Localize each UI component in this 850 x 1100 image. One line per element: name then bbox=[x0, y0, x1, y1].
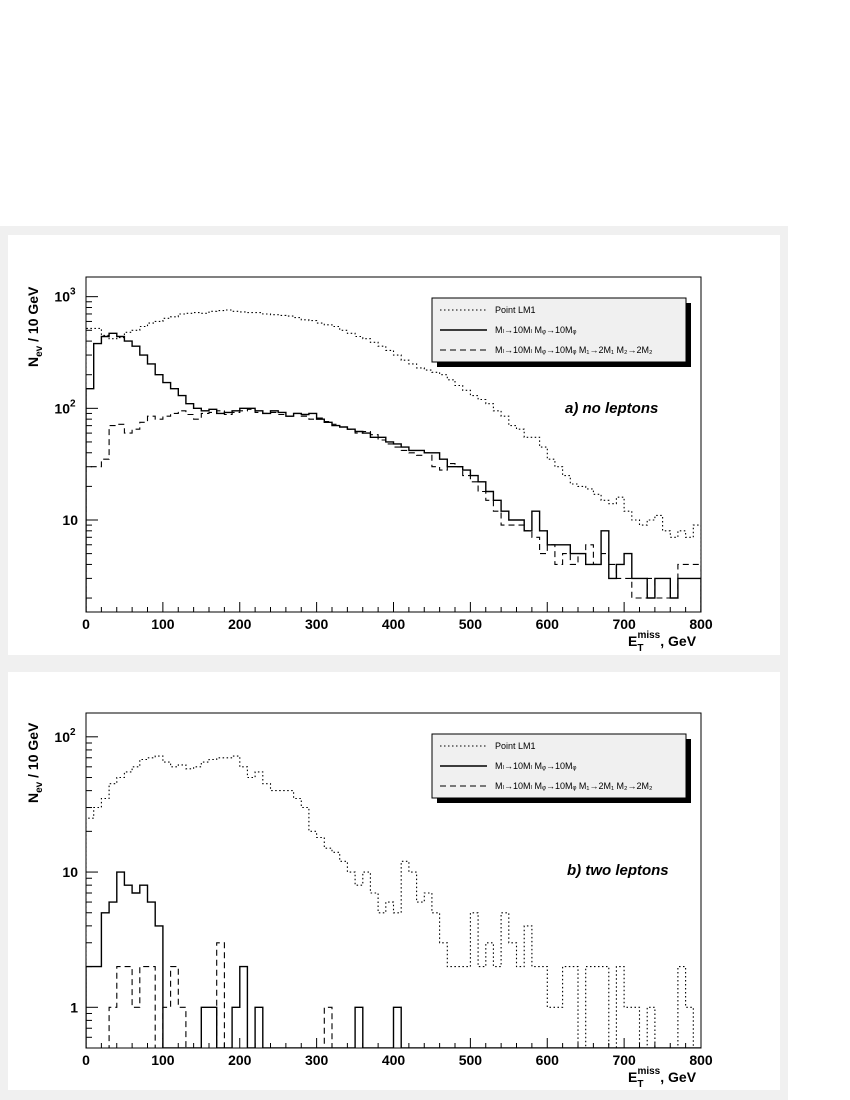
x-tick-label: 0 bbox=[82, 1052, 90, 1068]
x-tick-label: 800 bbox=[689, 616, 713, 632]
y-tick-label: 10 bbox=[62, 864, 78, 881]
x-tick-label: 600 bbox=[535, 1052, 559, 1068]
legend-entry-label: Mₗ→10Mₗ Mᵩ→10Mᵩ bbox=[495, 325, 577, 335]
x-tick-label: 100 bbox=[151, 1052, 175, 1068]
x-tick-label: 700 bbox=[612, 1052, 636, 1068]
x-axis-label: $E_Tmiss$, GeV bbox=[628, 630, 697, 654]
x-tick-label: 100 bbox=[151, 616, 175, 632]
x-tick-label: 300 bbox=[304, 616, 329, 632]
x-axis-label: $E_Tmiss$, GeV bbox=[628, 1066, 697, 1090]
x-tick-label: 400 bbox=[381, 1052, 406, 1068]
y-tick-exponent: 2 bbox=[70, 398, 76, 410]
y-tick-label: 10 bbox=[54, 288, 70, 305]
x-tick-label: 200 bbox=[228, 616, 252, 632]
y-axis-label: $N_{ev} / 10$ GeV bbox=[25, 722, 45, 803]
x-tick-label: 700 bbox=[612, 616, 636, 632]
x-tick-label: 500 bbox=[458, 1052, 483, 1068]
legend-entry-label: Point LM1 bbox=[495, 741, 536, 751]
x-tick-label: 600 bbox=[535, 616, 559, 632]
x-tick-label: 200 bbox=[228, 1052, 252, 1068]
panel-annotation: b) two leptons bbox=[567, 862, 669, 879]
y-tick-label: 1 bbox=[70, 999, 78, 1016]
legend-entry-label: Mₗ→10Mₗ Mᵩ→10Mᵩ M₁→2M₁ M₂→2M₂ bbox=[495, 345, 653, 355]
x-tick-label: 300 bbox=[304, 1052, 329, 1068]
legend-entry-label: Mₗ→10Mₗ Mᵩ→10Mᵩ M₁→2M₁ M₂→2M₂ bbox=[495, 781, 653, 791]
x-tick-label: 500 bbox=[458, 616, 483, 632]
x-tick-label: 800 bbox=[689, 1052, 713, 1068]
panel-annotation: a) no leptons bbox=[565, 400, 659, 417]
y-tick-exponent: 2 bbox=[70, 726, 76, 738]
y-tick-label: 10 bbox=[54, 728, 70, 745]
legend-entry-label: Mₗ→10Mₗ Mᵩ→10Mᵩ bbox=[495, 761, 577, 771]
x-tick-label: 0 bbox=[82, 616, 90, 632]
x-tick-label: 400 bbox=[381, 616, 406, 632]
y-tick-label: 10 bbox=[62, 511, 78, 528]
legend-entry-label: Point LM1 bbox=[495, 305, 536, 315]
y-tick-exponent: 3 bbox=[70, 286, 76, 298]
y-tick-label: 10 bbox=[54, 400, 70, 417]
y-axis-label: $N_{ev} / 10$ GeV bbox=[25, 286, 45, 367]
